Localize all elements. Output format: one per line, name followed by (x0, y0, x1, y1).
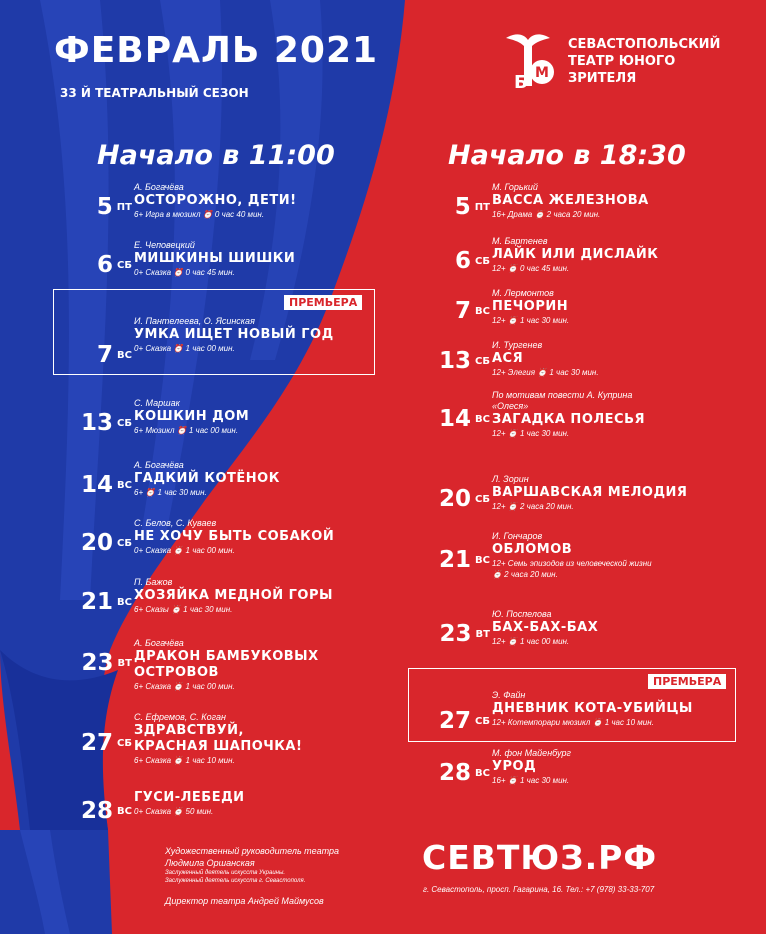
logo-emblem-icon (498, 28, 560, 92)
credits: Художественный руководитель театра Людмила Оршанская Заслуженный деятель искусств Украины. Заслуженный деятель искусств г. Севастополя. Директор театра Андрей Маймусов (165, 846, 339, 906)
day-number: 7 (97, 342, 114, 368)
weekday: ПТ (474, 202, 490, 213)
date (62, 194, 132, 220)
day-number: 5 (454, 194, 471, 220)
show-author: С. Белов, С. Куваев (134, 518, 217, 528)
weekday: СБ (117, 260, 132, 271)
day-number: 27 (81, 730, 114, 756)
show-details: 0+ Сказка ⏰ 1 час 00 мин. (134, 344, 235, 353)
date (62, 730, 132, 756)
show-author: «Олеся» (492, 401, 529, 411)
show-title: ВАРШАВСКАЯ МЕЛОДИЯ (492, 485, 688, 500)
day-number: 28 (439, 760, 472, 786)
show-details: 12+ Элегия ⏰ 1 час 30 мин. (492, 368, 599, 377)
show-author: С. Ефремов, С. Коган (134, 712, 226, 722)
show-author: М. Горький (492, 182, 538, 192)
show-title: ГУСИ-ЛЕБЕДИ (134, 790, 245, 805)
day-number: 6 (455, 248, 472, 274)
show-details: 6+ ⏰ 1 час 30 мин. (134, 488, 207, 497)
day-number: 5 (96, 194, 113, 220)
premiere-badge: ПРЕМЬЕРА (648, 674, 726, 689)
show-info (492, 609, 598, 647)
day-number: 20 (439, 486, 472, 512)
date (420, 298, 490, 324)
show-title: ОСТОРОЖНО, ДЕТИ! (134, 193, 297, 208)
show-info (134, 790, 245, 817)
show-author: И. Тургенев (492, 340, 543, 350)
svg-text:М: М (535, 65, 549, 81)
weekday: СБ (475, 716, 490, 727)
show-details: 6+ Сказка ⏰ 1 час 00 мин. (134, 682, 235, 691)
show-info (492, 531, 652, 580)
show-details: 12+ ⏰ 1 час 30 мин. (492, 429, 570, 438)
show-details: 0+ Сказка ⏰ 0 час 45 мин. (134, 268, 235, 277)
morning-start-heading: Начало в 11:00 (97, 140, 335, 171)
weekday: ВС (475, 768, 490, 779)
weekday: ВС (475, 306, 490, 317)
show-title: КРАСНАЯ ШАПОЧКА! (134, 739, 303, 754)
show-details: 0+ Сказка ⏰ 50 мин. (134, 807, 214, 816)
show-details: 6+ Мюзикл ⏰ 1 час 00 мин. (134, 426, 239, 435)
show-details: 6+ Сказы ⏰ 1 час 30 мин. (134, 605, 233, 614)
weekday: СБ (475, 356, 490, 367)
date (62, 530, 132, 556)
show-title: ДНЕВНИК КОТА-УБИЙЦЫ (492, 701, 693, 716)
show-title: УМКА ИЩЕТ НОВЫЙ ГОД (134, 327, 334, 342)
show-author: П. Бажов (134, 577, 173, 587)
show-details: 12+ ⏰ 0 час 45 мин. (492, 264, 570, 273)
show-author: С. Маршак (134, 398, 180, 408)
show-author: Е. Чеповецкий (134, 240, 195, 250)
date (62, 798, 132, 824)
show-info (492, 390, 645, 439)
show-info (492, 288, 569, 326)
weekday: ПТ (116, 202, 132, 213)
show-author: И. Гончаров (492, 531, 543, 541)
show-details: 16+ ⏰ 1 час 30 мин. (492, 776, 570, 785)
show-title: ЗДРАВСТВУЙ, (134, 723, 244, 738)
day-number: 13 (81, 410, 114, 436)
show-info (134, 577, 333, 615)
show-info (134, 638, 319, 692)
season-subtitle: 33 Й ТЕАТРАЛЬНЫЙ СЕЗОН (60, 86, 249, 100)
day-number: 14 (81, 472, 114, 498)
show-author: М. фон Майенбург (492, 748, 571, 758)
show-author: По мотивам повести А. Куприна (492, 390, 633, 400)
premiere-badge: ПРЕМЬЕРА (284, 295, 362, 310)
weekday: СБ (117, 738, 132, 749)
weekday: ВТ (475, 629, 490, 640)
weekday: ВС (475, 555, 490, 566)
date (62, 252, 132, 278)
day-number: 14 (439, 406, 472, 432)
weekday: ВС (117, 480, 132, 491)
svg-text:Б: Б (514, 72, 528, 92)
day-number: 21 (81, 589, 114, 615)
weekday: СБ (475, 256, 490, 267)
show-author: А. Богачёва (134, 182, 184, 192)
show-title: ГАДКИЙ КОТЁНОК (134, 471, 280, 486)
show-title: НЕ ХОЧУ БЫТЬ СОБАКОЙ (134, 529, 335, 544)
day-number: 7 (455, 298, 472, 324)
show-info (492, 340, 599, 378)
show-info (134, 240, 295, 278)
evening-start-heading: Начало в 18:30 (448, 140, 686, 171)
show-info (134, 518, 334, 556)
date (420, 348, 490, 374)
date (62, 650, 132, 676)
date (62, 342, 132, 368)
show-info (492, 690, 693, 728)
show-details: 12+ ⏰ 1 час 00 мин. (492, 637, 570, 646)
show-title: ВАССА ЖЕЛЕЗНОВА (492, 193, 649, 208)
date (420, 406, 490, 432)
show-info (134, 182, 297, 220)
show-info (134, 712, 302, 766)
show-info (492, 236, 658, 274)
show-details: 12+ ⏰ 2 часа 20 мин. (492, 502, 574, 511)
show-info (492, 748, 571, 786)
theatre-logo (498, 28, 721, 98)
show-author: Ю. Поспелова (492, 609, 552, 619)
show-title: ОСТРОВОВ (134, 665, 219, 680)
show-author: Л. Зорин (492, 474, 529, 484)
weekday: СБ (117, 538, 132, 549)
date (420, 760, 490, 786)
date (62, 589, 132, 615)
date (420, 194, 490, 220)
show-title: ОБЛОМОВ (492, 542, 573, 557)
date (420, 486, 490, 512)
day-number: 20 (81, 530, 114, 556)
show-title: МИШКИНЫ ШИШКИ (134, 251, 296, 266)
show-author: М. Лермонтов (492, 288, 554, 298)
show-info (134, 398, 249, 436)
show-details: 12+ Котемпорари мюзикл ⏰ 1 час 10 мин. (492, 718, 654, 727)
theatre-name: СЕВАСТОПОЛЬСКИЙ ТЕАТР ЮНОГО ЗРИТЕЛЯ (568, 37, 721, 86)
show-info (134, 460, 280, 498)
show-author: Э. Файн (492, 690, 526, 700)
weekday: ВС (117, 806, 132, 817)
website-link[interactable]: СЕВТЮЗ.РФ (422, 838, 658, 877)
day-number: 23 (81, 650, 114, 676)
weekday: СБ (475, 494, 490, 505)
show-title: ДРАКОН БАМБУКОВЫХ (134, 649, 319, 664)
show-title: ЛАЙК ИЛИ ДИСЛАЙК (492, 247, 659, 262)
show-title: ЗАГАДКА ПОЛЕСЬЯ (492, 412, 646, 427)
show-title: ХОЗЯЙКА МЕДНОЙ ГОРЫ (134, 588, 333, 603)
show-title: АСЯ (492, 351, 524, 366)
date (420, 621, 490, 647)
day-number: 21 (439, 547, 472, 573)
weekday: ВС (117, 597, 132, 608)
show-details: 12+ Семь эпизодов из человеческой жизни (492, 559, 652, 568)
day-number: 27 (439, 708, 472, 734)
weekday: СБ (117, 418, 132, 429)
show-title: БАХ-БАХ-БАХ (492, 620, 599, 635)
page-title: ФЕВРАЛЬ 2021 (54, 30, 379, 71)
date (420, 547, 490, 573)
weekday: ВТ (117, 658, 132, 669)
day-number: 6 (97, 252, 114, 278)
show-details: 6+ Игра в мюзикл ⏰ 0 час 40 мин. (134, 210, 265, 219)
show-details: 0+ Сказка ⏰ 1 час 00 мин. (134, 546, 235, 555)
date (62, 472, 132, 498)
address: г. Севастополь, просп. Гагарина, 16. Тел.: +7 (978) 33-33-707 (423, 885, 655, 894)
date (62, 410, 132, 436)
show-info (492, 182, 649, 220)
show-info (134, 316, 334, 354)
show-info (492, 474, 687, 512)
day-number: 13 (439, 348, 472, 374)
show-author: А. Богачёва (134, 460, 184, 470)
show-details: 16+ Драма ⏰ 2 часа 20 мин. (492, 210, 601, 219)
date (420, 248, 490, 274)
date (420, 708, 490, 734)
show-title: КОШКИН ДОМ (134, 409, 250, 424)
weekday: ВС (475, 414, 490, 425)
show-title: УРОД (492, 759, 537, 774)
show-title: ПЕЧОРИН (492, 299, 569, 314)
weekday: ВС (117, 350, 132, 361)
show-author: М. Бартенев (492, 236, 548, 246)
day-number: 28 (81, 798, 114, 824)
show-author: И. Пантелеева, О. Ясинская (134, 316, 255, 326)
show-details: 12+ ⏰ 1 час 30 мин. (492, 316, 570, 325)
show-details: 6+ Сказка ⏰ 1 час 10 мин. (134, 756, 235, 765)
show-details: ⏰ 2 часа 20 мин. (492, 570, 558, 579)
day-number: 23 (439, 621, 472, 647)
show-author: А. Богачёва (134, 638, 184, 648)
